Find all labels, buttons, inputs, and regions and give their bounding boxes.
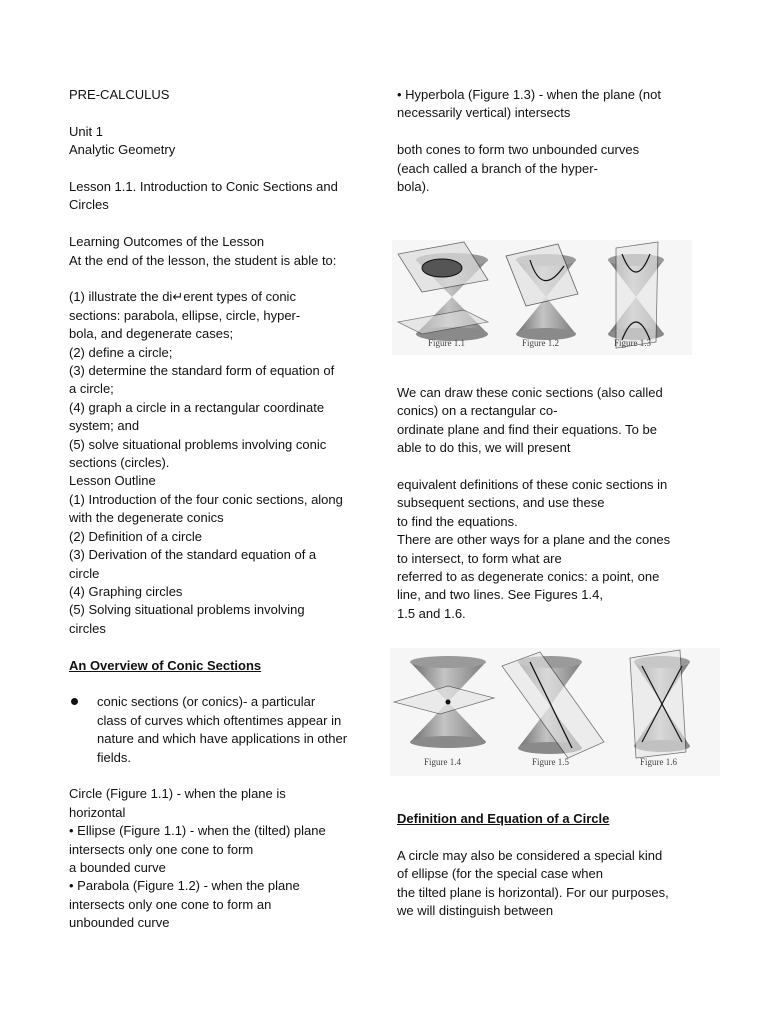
circle-definition-line: the tilted plane is horizontal). For our purposes, — [397, 884, 669, 900]
figure-1-1-illustration — [398, 242, 488, 341]
bullet-line: class of curves which oftentimes appear in — [97, 712, 342, 728]
outline-line: with the degenerate conics — [69, 510, 224, 526]
figure-caption: Figure 1.2 — [522, 338, 559, 348]
outcome-line: sections: parabola, ellipse, circle, hyper- — [69, 307, 301, 323]
outcome-line: (4) graph a circle in a rectangular coordinate — [69, 399, 325, 415]
conics-draw-line: There are other ways for a plane and the cones — [397, 532, 671, 548]
outcome-line: system; and — [69, 418, 140, 434]
figure-caption: Figure 1.1 — [428, 338, 465, 348]
overview-heading: An Overview of Conic Sections — [69, 657, 262, 673]
branches-line: (each called a branch of the hyper- — [397, 160, 598, 176]
circle-heading: Definition and Equation of a Circle — [397, 811, 610, 826]
types-line: unbounded curve — [69, 915, 170, 931]
conics-draw-line: 1.5 and 1.6. — [397, 605, 466, 621]
figure-caption: Figure 1.3 — [614, 338, 651, 348]
figure-1-4-illustration — [394, 656, 494, 748]
bullet-dot — [69, 693, 97, 767]
outline-line: (1) Introduction of the four conic sections, along — [69, 491, 343, 507]
outcome-line: bola, and degenerate cases; — [69, 326, 234, 342]
right-column-bottom — [397, 810, 707, 920]
outcome-line: (5) solve situational problems involving conic — [69, 436, 327, 452]
conics-draw-line: ordinate plane and find their equations. To be — [397, 421, 657, 437]
lesson-title-line: Lesson 1.1. Introduction to Conic Sections and — [69, 179, 338, 194]
left-column — [69, 86, 374, 933]
outcome-line: a circle; — [69, 381, 114, 397]
outcomes-title: Learning Outcomes of the Lesson — [69, 234, 265, 250]
figures-top — [392, 240, 692, 355]
lesson-title-line: Circles — [69, 197, 109, 213]
types-line: horizontal — [69, 804, 126, 820]
unit-label: Unit 1 — [69, 123, 103, 139]
types-line: a bounded curve — [69, 859, 166, 875]
conics-draw-line: able to do this, we will present — [397, 440, 571, 456]
figure-1-2-illustration — [506, 244, 578, 340]
figures-bottom — [390, 648, 720, 776]
outcome-line: (1) illustrate the di↵erent types of conic — [69, 289, 296, 305]
outline-line: (3) Derivation of the standard equation of a — [69, 547, 317, 563]
outline-line: (2) Definition of a circle — [69, 528, 202, 544]
circle-definition-line: of ellipse (for the special case when — [397, 866, 603, 882]
branches-line: bola). — [397, 179, 430, 195]
figure-caption: Figure 1.4 — [424, 757, 461, 767]
types-line: intersects only one cone to form — [69, 841, 254, 857]
outline-line: (5) Solving situational problems involving — [69, 602, 305, 618]
conics-draw-line: equivalent definitions of these conic sections in — [397, 477, 668, 493]
branches-line: both cones to form two unbounded curves — [397, 142, 640, 158]
figure-caption: Figure 1.5 — [532, 757, 569, 767]
conics-draw-line: to find the equations. — [397, 513, 518, 529]
conics-draw-line: subsequent sections, and use these — [397, 495, 605, 511]
course-title: PRE-CALCULUS — [69, 87, 170, 102]
outline-line: circle — [69, 565, 100, 581]
bullet-line: conic sections (or conics)- a particular — [97, 694, 316, 710]
hyperbola-line: • Hyperbola (Figure 1.3) - when the plane (not — [397, 87, 661, 102]
outline-line: (4) Graphing circles — [69, 583, 183, 599]
right-column-top — [397, 86, 707, 196]
outcome-line: (3) determine the standard form of equation of — [69, 363, 335, 379]
conics-bullet — [69, 693, 374, 767]
circle-definition-line: A circle may also be considered a special kind — [397, 847, 663, 863]
conics-draw-line: to intersect, to form what are — [397, 550, 562, 566]
types-line: Circle (Figure 1.1) - when the plane is — [69, 786, 286, 802]
unit-title: Analytic Geometry — [69, 142, 176, 158]
outline-line: circles — [69, 620, 106, 636]
outcomes-list — [69, 288, 374, 638]
conics-draw-line: referred to as degenerate conics: a point, one — [397, 569, 660, 585]
conics-draw-line: conics) on a rectangular co- — [397, 403, 558, 419]
conics-draw-line: We can draw these conic sections (also called — [397, 385, 663, 400]
circle-definition-line: we will distinguish between — [397, 903, 554, 919]
types-line: intersects only one cone to form an — [69, 896, 272, 912]
outcome-line: (2) define a circle; — [69, 344, 173, 360]
outcomes-intro: At the end of the lesson, the student is able to: — [69, 252, 337, 268]
bullet-line: fields. — [97, 749, 131, 765]
figure-caption: Figure 1.6 — [640, 757, 677, 767]
right-column-middle — [397, 384, 707, 623]
outline-title: Lesson Outline — [69, 473, 156, 489]
figure-1-5-illustration — [502, 652, 604, 758]
hyperbola-line: necessarily vertical) intersects — [397, 105, 571, 121]
figure-1-6-illustration — [630, 650, 690, 758]
types-line: • Ellipse (Figure 1.1) - when the (tilted) plane — [69, 823, 326, 839]
bullet-line: nature and which have applications in other — [97, 731, 348, 747]
figure-1-3-illustration — [608, 242, 664, 348]
conics-draw-line: line, and two lines. See Figures 1.4, — [397, 587, 603, 603]
types-line: • Parabola (Figure 1.2) - when the plane — [69, 878, 300, 894]
outcome-line: sections (circles). — [69, 455, 170, 471]
